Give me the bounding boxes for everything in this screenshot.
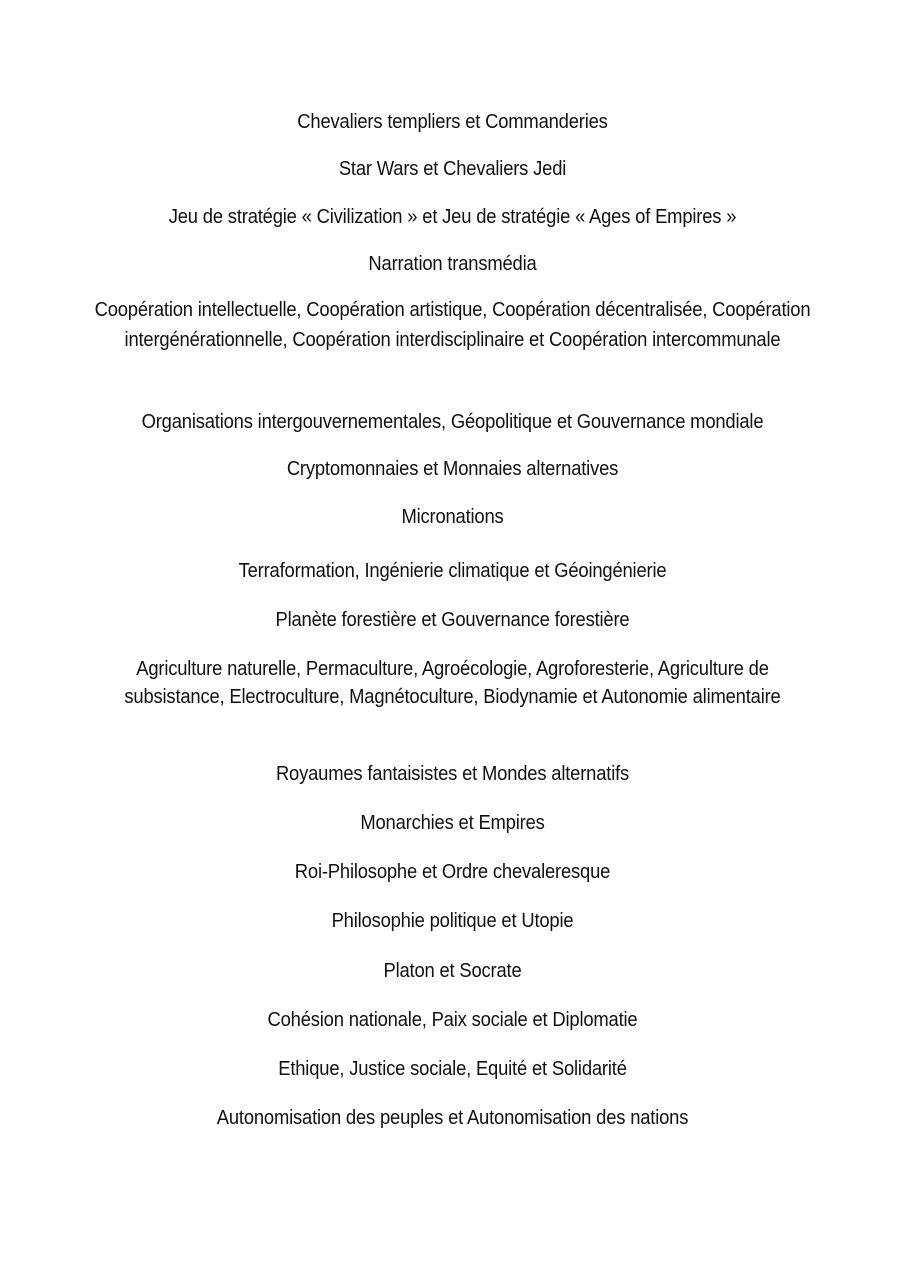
topic-line: Terraformation, Ingénierie climatique et Géoingénierie	[238, 560, 667, 582]
topic-line: Micronations	[401, 506, 504, 528]
topic-line: Planète forestière et Gouvernance forestière	[275, 609, 630, 631]
topic-line: Monarchies et Empires	[360, 812, 545, 834]
topic-line: Cohésion nationale, Paix sociale et Diplomatie	[267, 1009, 638, 1031]
topic-line: Agriculture naturelle, Permaculture, Agroécologie, Agroforesterie, Agriculture de subsistance, Electroculture, Magnétoculture, Biodynamie et Autonomie alimentaire	[124, 658, 781, 708]
topic-line: Autonomisation des peuples et Autonomisation des nations	[216, 1107, 689, 1129]
topic-line: Organisations intergouvernementales, Géopolitique et Gouvernance mondiale	[141, 411, 764, 433]
topic-line: Star Wars et Chevaliers Jedi	[338, 158, 567, 180]
topic-line: Platon et Socrate	[383, 960, 522, 982]
topic-line: Chevaliers templiers et Commanderies	[297, 111, 608, 133]
topic-line: Coopération intellectuelle, Coopération artistique, Coopération décentralisée, Coopération intergénérationnelle, Coopération interdisciplinaire et Coopération intercommunale	[94, 299, 811, 351]
topic-line: Royaumes fantaisistes et Mondes alternatifs	[275, 763, 630, 785]
topic-line: Philosophie politique et Utopie	[331, 910, 574, 932]
topic-line: Ethique, Justice sociale, Equité et Solidarité	[278, 1058, 627, 1080]
topic-line: Narration transmédia	[368, 253, 537, 275]
topic-line: Jeu de stratégie « Civilization » et Jeu de stratégie « Ages of Empires »	[168, 206, 737, 228]
topic-line: Cryptomonnaies et Monnaies alternatives	[286, 458, 619, 480]
topic-line: Roi-Philosophe et Ordre chevaleresque	[294, 861, 611, 883]
